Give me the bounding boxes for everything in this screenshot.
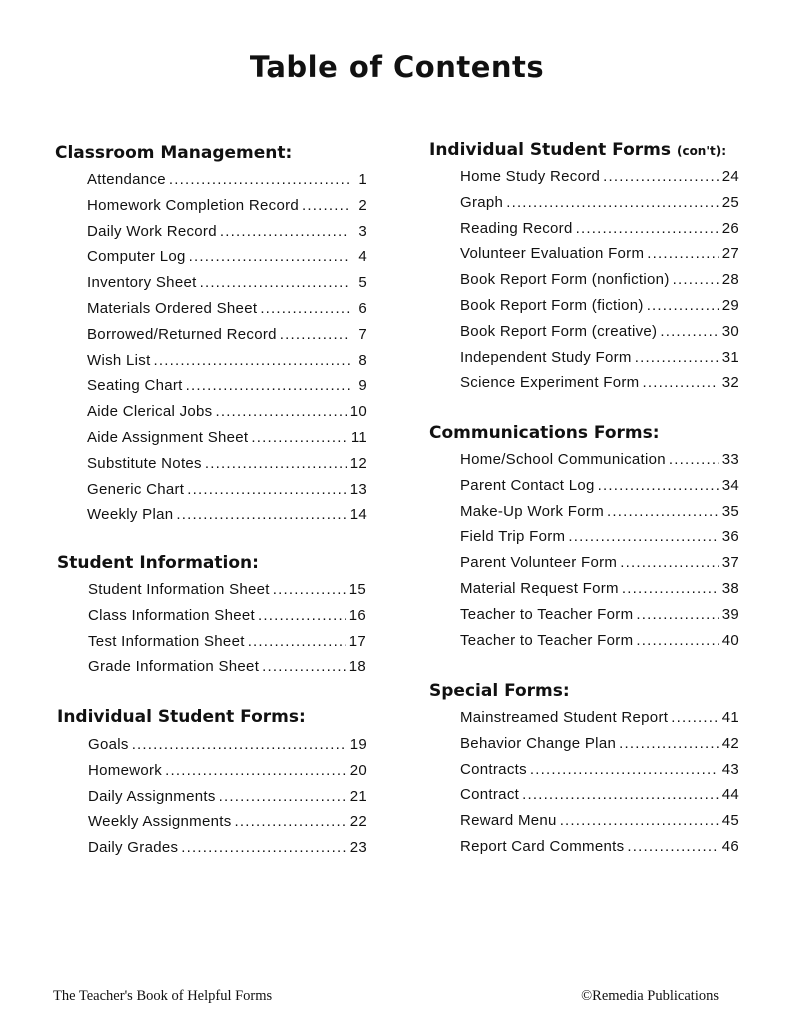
toc-entry-label: Teacher to Teacher Form xyxy=(460,631,634,649)
dot-leader xyxy=(280,322,350,348)
toc-entry-label: Generic Chart xyxy=(87,480,185,498)
toc-entry xyxy=(460,731,739,757)
toc-entry-label: Field Trip Form xyxy=(460,528,566,546)
toc-entry-label: Make-Up Work Form xyxy=(460,502,605,520)
dot-leader xyxy=(262,654,346,680)
toc-entry xyxy=(460,164,739,190)
dot-leader xyxy=(186,373,350,399)
dot-leader xyxy=(635,345,719,371)
toc-entry xyxy=(460,293,739,319)
dot-leader xyxy=(506,190,719,216)
toc-entry xyxy=(87,219,367,245)
toc-entry xyxy=(87,373,367,399)
toc-entry-label: Student Information Sheet xyxy=(88,581,270,598)
toc-entry-label: Home Study Record xyxy=(460,168,601,185)
toc-entry-label: Contract xyxy=(460,786,520,804)
dot-leader xyxy=(205,451,347,477)
toc-entry-label: Weekly Assignments xyxy=(88,813,232,831)
dot-leader xyxy=(620,550,718,576)
toc-entry-label: Volunteer Evaluation Form xyxy=(460,245,645,263)
toc-entry-page-number: 10 xyxy=(349,403,367,421)
toc-entry-label: Book Report Form (fiction) xyxy=(460,296,644,314)
dot-leader xyxy=(522,782,719,808)
toc-entry xyxy=(460,499,739,525)
toc-entry xyxy=(88,577,366,603)
toc-entry xyxy=(87,167,367,193)
toc-entry-page-number: 15 xyxy=(348,581,366,598)
toc-entry-label: Daily Assignments xyxy=(88,787,216,805)
dot-leader xyxy=(673,267,719,293)
toc-entry-label: Book Report Form (creative) xyxy=(460,322,658,340)
toc-entry xyxy=(87,451,367,477)
toc-entry-page-number: 28 xyxy=(721,271,739,289)
toc-entry-page-number: 36 xyxy=(721,528,739,546)
entries-student-information xyxy=(88,577,366,680)
toc-entry xyxy=(87,477,367,503)
toc-entry-label: Test Information Sheet xyxy=(88,632,245,650)
toc-entry-page-number: 8 xyxy=(358,351,367,369)
toc-entry-page-number: 43 xyxy=(721,760,739,778)
toc-entry-label: Book Report Form (nonfiction) xyxy=(460,271,670,289)
toc-entry xyxy=(460,241,739,267)
toc-entry-label: Mainstreamed Student Report xyxy=(460,709,669,726)
section-heading-text: Individual Student Forms xyxy=(429,140,671,160)
toc-entry xyxy=(87,425,367,451)
toc-entry-page-number: 41 xyxy=(721,709,739,726)
dot-leader xyxy=(235,809,347,835)
section-heading-punct: : xyxy=(652,423,660,443)
toc-entry xyxy=(460,370,739,396)
toc-entry-label: Goals xyxy=(88,736,129,753)
toc-entry xyxy=(87,502,367,528)
dot-leader xyxy=(248,629,346,655)
toc-entry-page-number: 37 xyxy=(721,554,739,572)
toc-entry xyxy=(87,348,367,374)
toc-entry-page-number: 14 xyxy=(349,506,367,524)
section-heading-punct: : xyxy=(285,143,293,163)
toc-entry-label: Seating Chart xyxy=(87,377,183,395)
toc-entry-page-number: 3 xyxy=(358,222,367,240)
dot-leader xyxy=(669,447,719,473)
dot-leader xyxy=(598,473,719,499)
toc-entry-page-number: 16 xyxy=(348,606,366,624)
toc-entry xyxy=(460,216,739,242)
toc-entry-page-number: 24 xyxy=(721,168,739,185)
dot-leader xyxy=(627,834,718,860)
toc-entry xyxy=(88,809,367,835)
toc-entry-page-number: 42 xyxy=(721,734,739,752)
toc-entry xyxy=(88,835,367,861)
toc-entry-label: Home/School Communication xyxy=(460,451,666,468)
dot-leader xyxy=(132,732,347,758)
toc-entry xyxy=(88,629,366,655)
toc-entry-label: Grade Information Sheet xyxy=(88,658,260,676)
toc-entry xyxy=(460,757,739,783)
toc-entry xyxy=(87,296,367,322)
toc-entry xyxy=(87,193,367,219)
toc-entry xyxy=(460,602,739,628)
toc-entry-label: Contracts xyxy=(460,760,527,778)
toc-entry-label: Daily Grades xyxy=(88,839,179,857)
dot-leader xyxy=(200,270,350,296)
toc-entry-page-number: 45 xyxy=(721,812,739,830)
section-heading-classroom-management xyxy=(55,143,292,163)
toc-entry xyxy=(460,524,739,550)
toc-entry-label: Report Card Comments xyxy=(460,837,625,855)
toc-entry-page-number: 2 xyxy=(358,196,367,214)
toc-entry-page-number: 44 xyxy=(721,786,739,804)
toc-entry xyxy=(87,322,367,348)
toc-entry-page-number: 17 xyxy=(348,632,366,650)
dot-leader xyxy=(560,808,719,834)
toc-entry-label: Attendance xyxy=(87,171,166,188)
toc-entry xyxy=(460,576,739,602)
entries-individual-student-forms xyxy=(88,732,367,861)
toc-entry-page-number: 38 xyxy=(721,579,739,597)
toc-entry xyxy=(460,550,739,576)
dot-leader xyxy=(530,757,719,783)
dot-leader xyxy=(273,577,346,603)
section-heading-student-information xyxy=(57,553,259,573)
toc-entry xyxy=(88,732,367,758)
toc-entry-page-number: 13 xyxy=(349,480,367,498)
dot-leader xyxy=(642,370,718,396)
footer-publisher: ©Remedia Publications xyxy=(581,988,719,1004)
dot-leader xyxy=(568,524,718,550)
dot-leader xyxy=(622,576,719,602)
toc-entry-label: Aide Clerical Jobs xyxy=(87,403,213,421)
toc-entry-page-number: 27 xyxy=(721,245,739,263)
dot-leader xyxy=(260,296,350,322)
toc-entry-page-number: 4 xyxy=(358,248,367,266)
toc-entry-label: Materials Ordered Sheet xyxy=(87,299,258,317)
toc-entry-page-number: 9 xyxy=(358,377,367,395)
dot-leader xyxy=(165,758,347,784)
toc-entry-page-number: 29 xyxy=(721,296,739,314)
toc-entry xyxy=(88,603,366,629)
dot-leader xyxy=(302,193,350,219)
toc-entry-page-number: 40 xyxy=(721,631,739,649)
entries-special-forms xyxy=(460,705,739,860)
toc-entry-label: Graph xyxy=(460,193,504,211)
toc-entry-page-number: 19 xyxy=(349,736,367,753)
toc-entry xyxy=(460,267,739,293)
dot-leader xyxy=(671,705,718,731)
dot-leader xyxy=(176,502,346,528)
toc-entry xyxy=(87,270,367,296)
toc-entry xyxy=(88,654,366,680)
toc-entry-label: Inventory Sheet xyxy=(87,274,197,292)
toc-entry-page-number: 5 xyxy=(358,274,367,292)
toc-entry-page-number: 23 xyxy=(349,839,367,857)
toc-entry-page-number: 31 xyxy=(721,348,739,366)
toc-entry-page-number: 33 xyxy=(721,451,739,468)
section-heading-text: Special Forms xyxy=(429,681,563,701)
toc-entry-label: Class Information Sheet xyxy=(88,606,255,624)
toc-entry xyxy=(88,758,367,784)
toc-entry-page-number: 46 xyxy=(721,837,739,855)
section-heading-text: Classroom Management xyxy=(55,143,286,163)
toc-entry xyxy=(87,399,367,425)
dot-leader xyxy=(607,499,719,525)
toc-entry xyxy=(88,784,367,810)
toc-entry xyxy=(460,473,739,499)
toc-entry-page-number: 11 xyxy=(350,428,367,446)
dot-leader xyxy=(258,603,346,629)
page-title: Table of Contents xyxy=(249,50,545,84)
dot-leader xyxy=(660,319,718,345)
toc-entry-label: Parent Contact Log xyxy=(460,476,595,494)
toc-entry-label: Reward Menu xyxy=(460,812,557,830)
toc-entry-page-number: 39 xyxy=(721,605,739,623)
section-heading-text: Student Information xyxy=(57,553,253,573)
toc-entry-page-number: 32 xyxy=(721,374,739,392)
toc-entry-label: Daily Work Record xyxy=(87,222,217,240)
toc-entry-label: Weekly Plan xyxy=(87,506,174,524)
dot-leader xyxy=(603,164,719,190)
footer-book-title: The Teacher's Book of Helpful Forms xyxy=(53,988,273,1004)
toc-entry-page-number: 1 xyxy=(358,171,367,188)
toc-entry-label: Teacher to Teacher Form xyxy=(460,605,634,623)
toc-entry-page-number: 25 xyxy=(721,193,739,211)
entries-individual-student-forms-cont xyxy=(460,164,739,396)
toc-entry-page-number: 22 xyxy=(349,813,367,831)
toc-entry-label: Borrowed/Returned Record xyxy=(87,325,277,343)
dot-leader xyxy=(215,399,346,425)
dot-leader xyxy=(181,835,346,861)
toc-entry-page-number: 21 xyxy=(349,787,367,805)
dot-leader xyxy=(636,602,718,628)
section-heading-text: Communications Forms xyxy=(429,423,653,443)
toc-entry xyxy=(460,705,739,731)
entries-communications-forms xyxy=(460,447,739,653)
section-heading-punct: : xyxy=(562,681,570,701)
toc-entry-page-number: 30 xyxy=(721,322,739,340)
dot-leader xyxy=(169,167,350,193)
toc-entry-label: Substitute Notes xyxy=(87,454,202,472)
dot-leader xyxy=(647,293,719,319)
toc-entry xyxy=(460,834,739,860)
dot-leader xyxy=(220,219,350,245)
section-heading-punct: : xyxy=(252,553,259,573)
section-heading-individual-student-forms xyxy=(57,707,306,727)
toc-entry-label: Parent Volunteer Form xyxy=(460,554,618,572)
entries-classroom-management xyxy=(87,167,367,528)
toc-entry-page-number: 26 xyxy=(721,219,739,237)
toc-entry xyxy=(87,244,367,270)
section-heading-punct: : xyxy=(298,707,306,727)
toc-entry xyxy=(460,808,739,834)
section-heading-special-forms xyxy=(429,681,570,701)
toc-entry xyxy=(460,447,739,473)
toc-entry-label: Computer Log xyxy=(87,248,186,266)
section-heading-individual-student-forms-cont xyxy=(429,140,726,160)
section-heading-communications-forms xyxy=(429,423,660,443)
toc-entry-label: Material Request Form xyxy=(460,579,619,597)
dot-leader xyxy=(219,784,347,810)
dot-leader xyxy=(647,241,718,267)
section-heading-text: Individual Student Forms xyxy=(57,707,299,727)
dot-leader xyxy=(154,348,350,374)
dot-leader xyxy=(189,244,350,270)
section-heading-suffix: (con't): xyxy=(676,144,727,158)
toc-entry-label: Reading Record xyxy=(460,219,573,237)
toc-entry-page-number: 12 xyxy=(349,454,367,472)
toc-entry-page-number: 34 xyxy=(721,476,739,494)
toc-entry-page-number: 35 xyxy=(721,502,739,520)
dot-leader xyxy=(576,216,719,242)
toc-entry xyxy=(460,628,739,654)
toc-entry-page-number: 20 xyxy=(349,761,367,779)
toc-entry xyxy=(460,345,739,371)
toc-entry-page-number: 18 xyxy=(348,658,366,676)
dot-leader xyxy=(636,628,718,654)
toc-entry-label: Behavior Change Plan xyxy=(460,734,617,752)
toc-entry xyxy=(460,190,739,216)
toc-entry-label: Homework xyxy=(88,761,163,779)
dot-leader xyxy=(251,425,347,451)
toc-entry-page-number: 7 xyxy=(358,325,367,343)
toc-entry-page-number: 6 xyxy=(358,299,367,317)
toc-entry xyxy=(460,782,739,808)
toc-entry-label: Aide Assignment Sheet xyxy=(87,428,249,446)
dot-leader xyxy=(619,731,719,757)
toc-entry-label: Wish List xyxy=(87,351,151,369)
toc-entry-label: Homework Completion Record xyxy=(87,196,300,214)
toc-entry-label: Science Experiment Form xyxy=(460,374,640,392)
dot-leader xyxy=(187,477,346,503)
toc-entry xyxy=(460,319,739,345)
toc-entry-label: Independent Study Form xyxy=(460,348,632,366)
